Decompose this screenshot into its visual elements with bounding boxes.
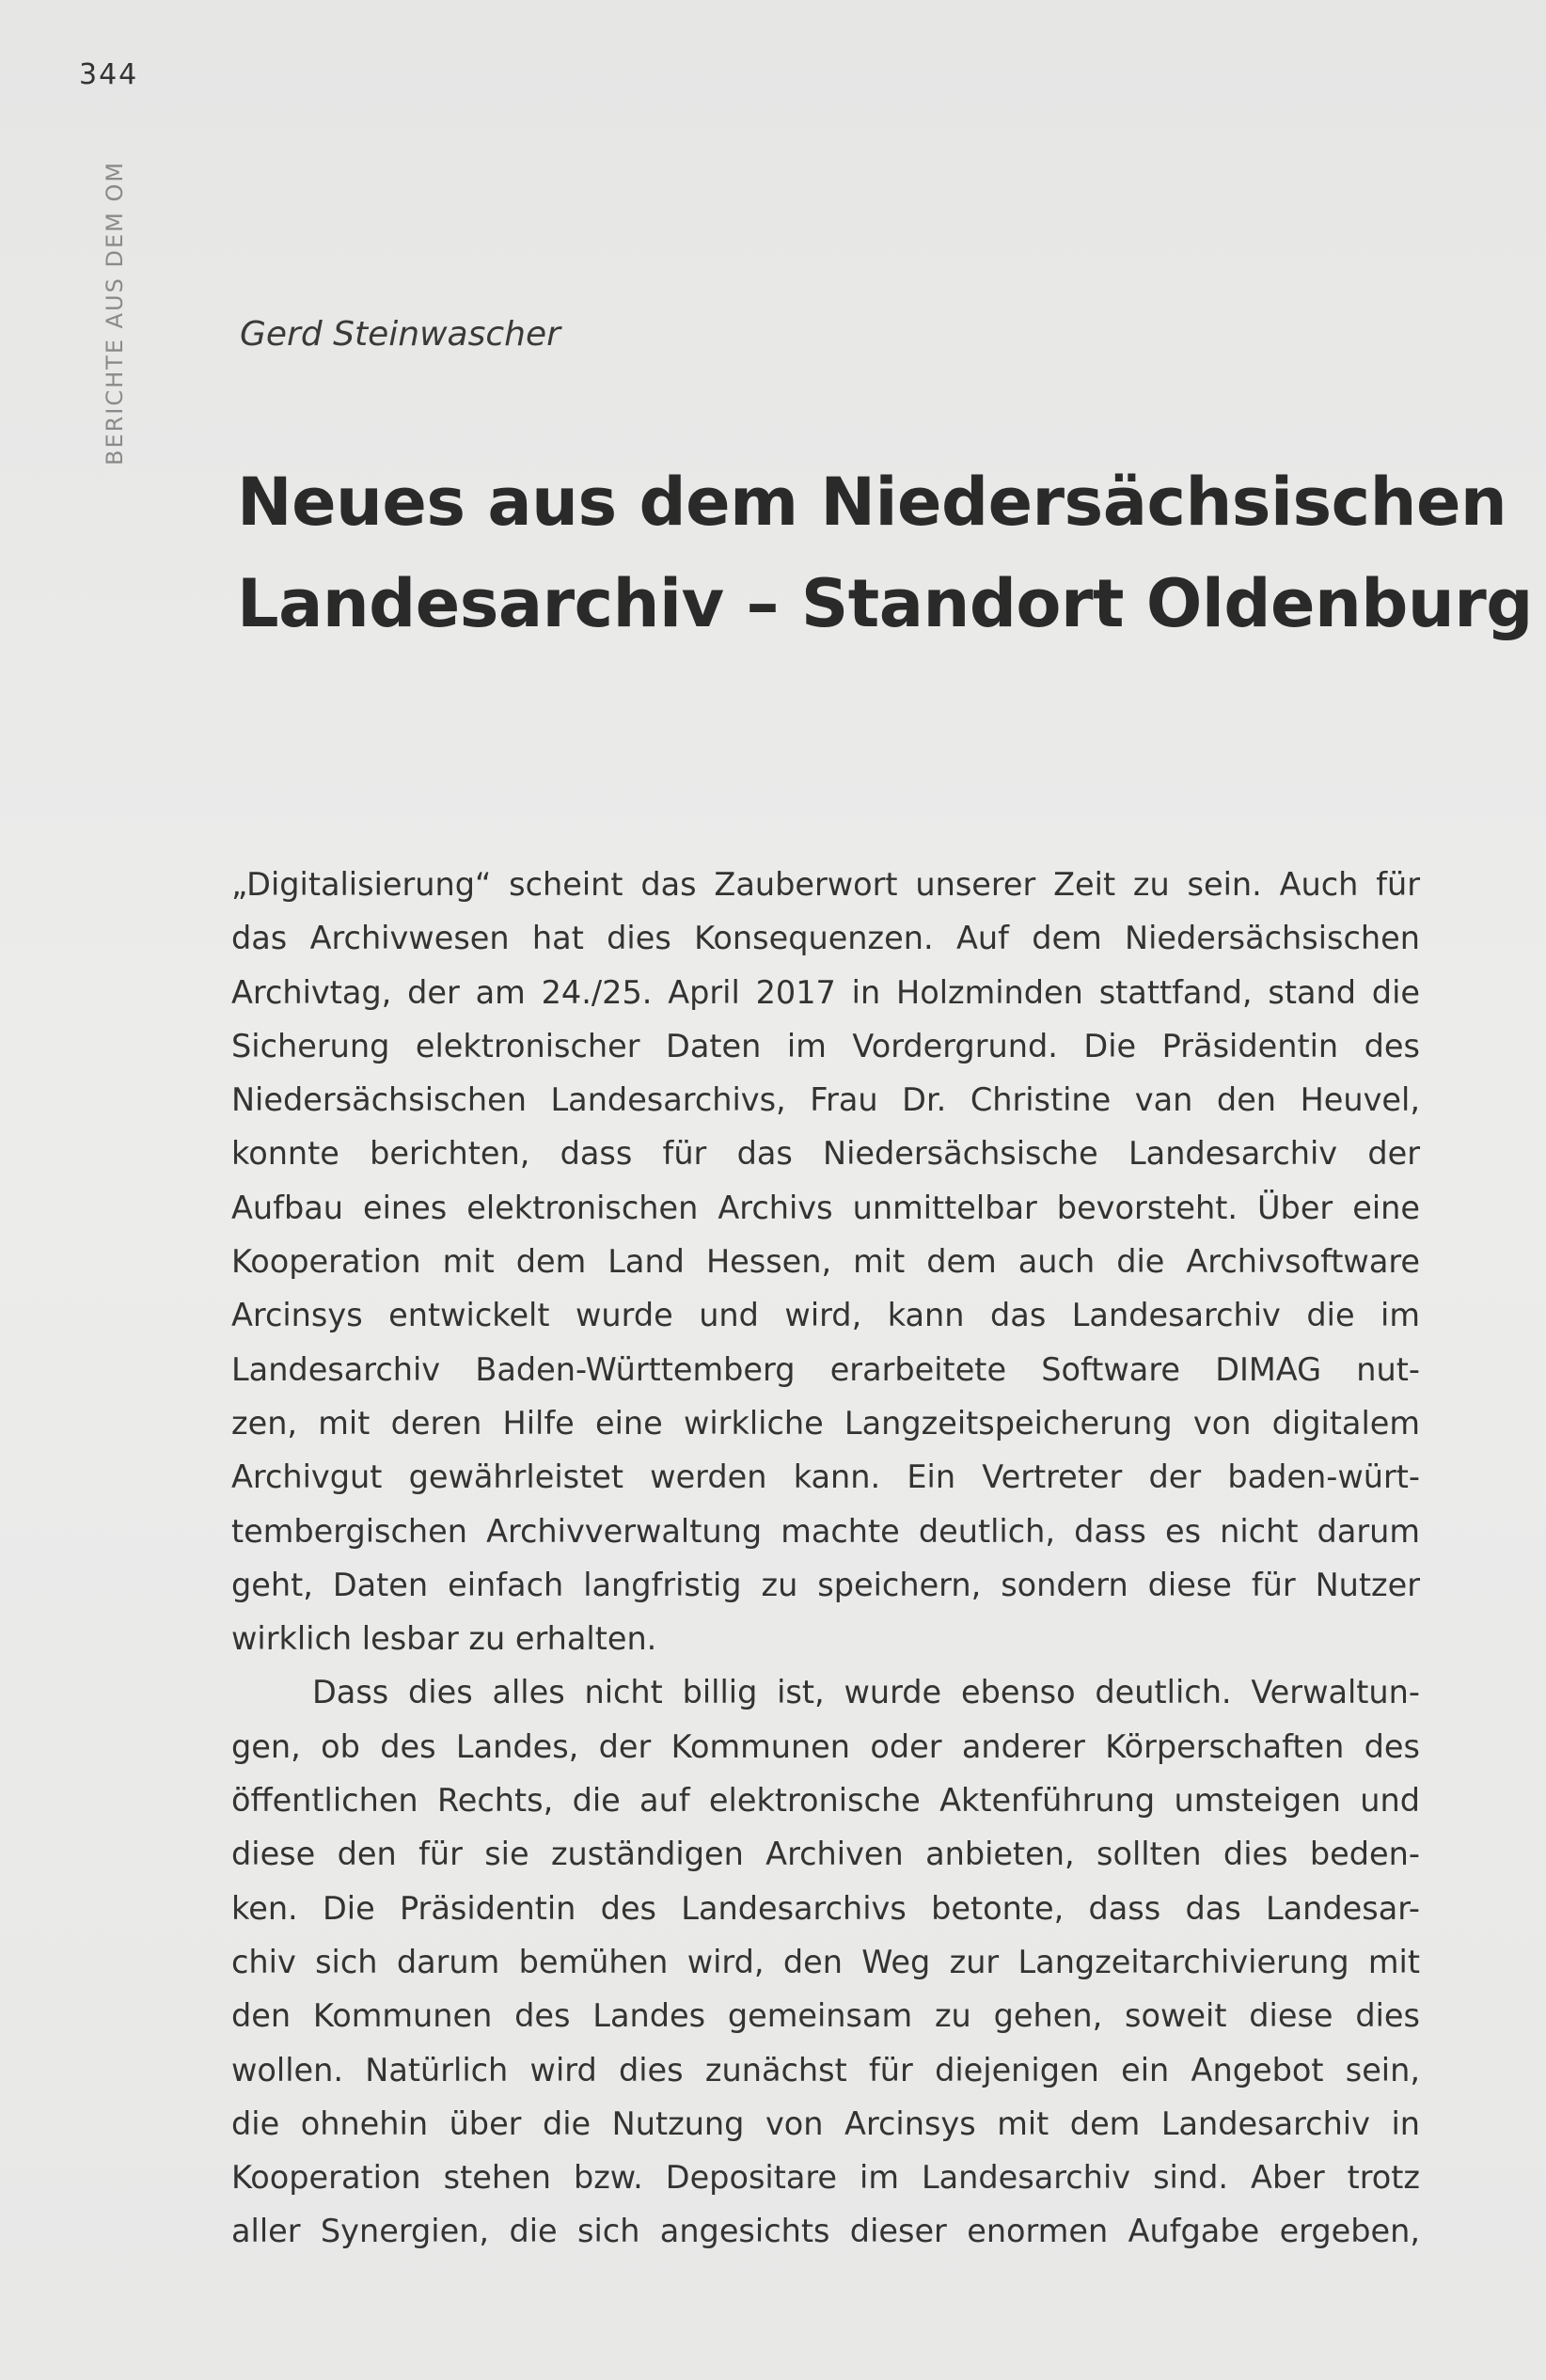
body-line: wollen. Natürlich wird dies zunächst für diejenigen ein Angebot sein, (231, 2051, 1420, 2088)
body-line: wirklich lesbar zu erhalten. (231, 1620, 657, 1658)
body-line: diese den für sie zuständigen Archiven anbieten, sollten dies beden- (231, 1836, 1420, 1873)
running-head: BERICHTE AUS DEM OM (102, 160, 128, 465)
body-line: chiv sich darum bemühen wird, den Weg zur Langzeitarchivierung mit (231, 1943, 1420, 1980)
body-line: „Digitalisierung“ scheint das Zauberwort unserer Zeit zu sein. Auch für (231, 866, 1420, 903)
body-line: Archivtag, der am 24./25. April 2017 in Holzminden stattfand, stand die (231, 973, 1420, 1011)
body-line: Sicherung elektronischer Daten im Vordergrund. Die Präsidentin des (231, 1027, 1420, 1064)
body-line: Kooperation stehen bzw. Depositare im Landesarchiv sind. Aber trotz (231, 2159, 1420, 2197)
body-line: Dass dies alles nicht billig ist, wurde ebenso deutlich. Verwaltun- (312, 1674, 1420, 1711)
body-line: ken. Die Präsidentin des Landesarchivs betonte, dass das Landesar- (231, 1889, 1420, 1927)
body-line: Arcinsys entwickelt wurde und wird, kann das Landesarchiv die im (231, 1297, 1420, 1334)
body-line: zen, mit deren Hilfe eine wirkliche Langzeitspeicherung von digitalem (231, 1404, 1420, 1442)
body-line: aller Synergien, die sich angesichts dieser enormen Aufgabe ergeben, (231, 2213, 1420, 2250)
body-line: öffentlichen Rechts, die auf elektronische Aktenführung umsteigen und (231, 1782, 1420, 1820)
body-line: Kooperation mit dem Land Hessen, mit dem auch die Archivsoftware (231, 1243, 1420, 1281)
body-line: tembergischen Archivverwaltung machte deutlich, dass es nicht darum (231, 1512, 1420, 1550)
body-line: Landesarchiv Baden-Württemberg erarbeitete Software DIMAG nut- (231, 1350, 1420, 1388)
title-line: Neues aus dem Niedersächsischen (237, 464, 1507, 541)
body-line: geht, Daten einfach langfristig zu speichern, sondern diese für Nutzer (231, 1566, 1420, 1603)
body-line: Niedersächsischen Landesarchivs, Frau Dr. Christine van den Heuvel, (231, 1081, 1420, 1119)
title-line: Landesarchiv – Standort Oldenburg (237, 565, 1533, 642)
body-line: den Kommunen des Landes gemeinsam zu gehen, soweit diese dies (231, 1997, 1420, 2035)
body-line: gen, ob des Landes, der Kommunen oder anderer Körperschaften des (231, 1727, 1420, 1765)
page-number: 344 (79, 58, 139, 91)
article-body (231, 858, 1420, 2259)
article-title (237, 451, 1533, 654)
body-line: die ohnehin über die Nutzung von Arcinsys mit dem Landesarchiv in (231, 2104, 1420, 2142)
body-line: konnte berichten, dass für das Niedersächsische Landesarchiv der (231, 1135, 1420, 1173)
author-name: Gerd Steinwascher (240, 315, 560, 354)
body-line: Aufbau eines elektronischen Archivs unmittelbar bevorsteht. Über eine (231, 1189, 1420, 1226)
body-line: das Archivwesen hat dies Konsequenzen. Auf dem Niedersächsischen (231, 920, 1420, 957)
body-line: Archivgut gewährleistet werden kann. Ein Vertreter der baden-würt- (231, 1458, 1420, 1496)
